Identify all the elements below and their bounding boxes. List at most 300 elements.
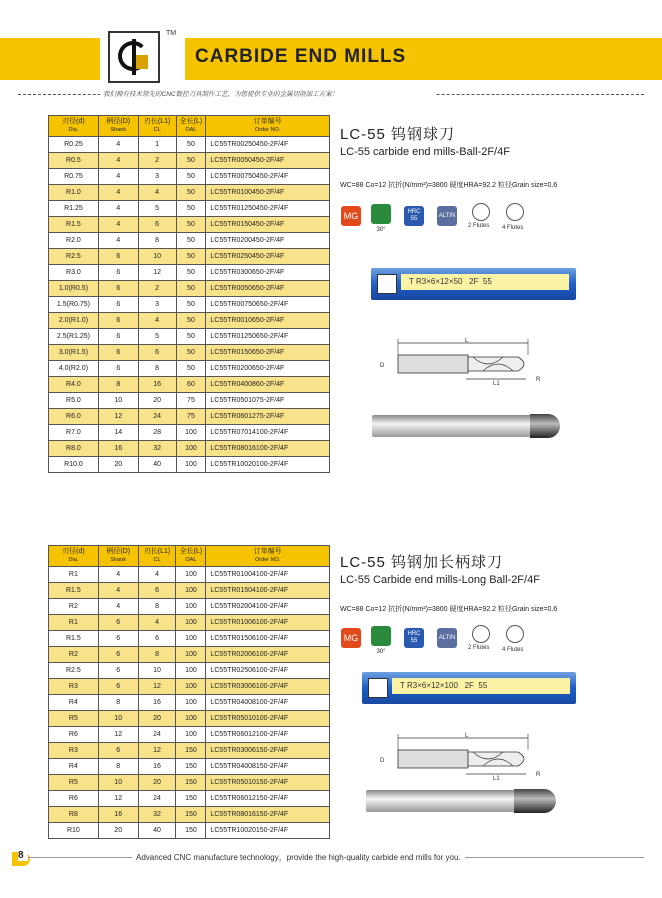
table-cell: 24 [138,791,176,807]
table-cell: R0.5 [49,153,99,169]
table-cell: 4.0(R2.0) [49,361,99,377]
spec-table-ball [48,115,330,473]
table-cell: 24 [138,409,176,425]
table-cell: 6 [98,631,138,647]
column-header [49,116,99,137]
table-row [49,791,330,807]
table-row [49,345,330,361]
column-header-cn: 柄径(D) [106,548,131,555]
column-header [98,546,138,567]
column-header-cn: 全长(L) [179,118,203,125]
footer-tagline: Advanced CNC manufacture technology，provide the high-quality carbide end mills for you. [132,852,465,863]
table-cell: 6 [98,743,138,759]
table-cell: LC55TR08016100-2F/4F [206,441,330,457]
table-cell: 60 [176,377,206,393]
column-header-cn: 刃长(L1) [143,548,171,555]
table-row [49,313,330,329]
table-cell: 2 [138,153,176,169]
table-cell: 10 [98,393,138,409]
table-row [49,329,330,345]
column-header-cn: 订单编号 [253,548,282,555]
table-cell: R8.0 [49,441,99,457]
table-cell: LC55TR00250450-2F/4F [206,137,330,153]
table-cell: 6 [98,345,138,361]
table-cell: 8 [138,599,176,615]
dimension-drawing-ball [378,335,553,385]
table-cell: LC55TR01506100-2F/4F [206,631,330,647]
column-header-en: Shank [110,127,127,133]
company-logo [108,31,160,83]
table-cell: 6 [98,663,138,679]
table-cell: LC55TR03006150-2F/4F [206,743,330,759]
table-cell: R1 [49,615,99,631]
table-cell: 6 [138,217,176,233]
column-header-en: OAL [185,127,197,133]
table-row [49,583,330,599]
table-cell: LC55TR0501075-2F/4F [206,393,330,409]
table-cell: 6 [98,361,138,377]
table-cell: LC55TR08016150-2F/4F [206,807,330,823]
table-cell: 50 [176,153,206,169]
table-row [49,233,330,249]
table-cell: 24 [138,727,176,743]
altin-coating-badge: ALTIN [437,206,457,226]
table-row [49,457,330,473]
hrc-badge-2 [404,628,424,648]
table-cell: 1 [138,137,176,153]
table-cell: LC55TR00750450-2F/4F [206,169,330,185]
column-header-cn: 刃径(d) [62,548,85,555]
table-cell: 150 [176,791,206,807]
section2-title: LC-55 钨钢加长柄球刀 [340,554,504,571]
table-cell: 50 [176,217,206,233]
column-header [176,116,206,137]
table-cell: R10 [49,823,99,839]
column-header [138,116,176,137]
table-cell: 100 [176,567,206,583]
table-cell: LC55TR06012150-2F/4F [206,791,330,807]
two-flute-icon-2 [472,625,490,643]
helix-angle-icon-2 [371,626,391,655]
dim-label-D-2: D [380,758,385,764]
table-cell: 100 [176,425,206,441]
tool-long-ball-head [514,789,556,813]
hrc-label: HRC [407,209,421,215]
table-cell: 50 [176,201,206,217]
table-cell: LC55TR01250450-2F/4F [206,201,330,217]
table-cell: 50 [176,137,206,153]
table-cell: 12 [138,679,176,695]
table-cell: 100 [176,711,206,727]
table-cell: LC55TR0150650-2F/4F [206,345,330,361]
table-cell: R0.25 [49,137,99,153]
table-cell: R6 [49,791,99,807]
table-cell: R10.0 [49,457,99,473]
four-flute-label: 4 Flutes [502,225,524,231]
column-header [206,546,330,567]
table-cell: LC55TR0601275-2F/4F [206,409,330,425]
table-row [49,599,330,615]
trademark-mark: TM [166,30,177,37]
package-label-text-2: T R3×6×12×100 [400,681,458,690]
table-row [49,441,330,457]
page-title: CARBIDE END MILLS [195,46,407,67]
two-flute-icon [472,203,490,221]
dim-label-L1-2: L1 [493,776,500,780]
table-cell: 16 [98,807,138,823]
table-cell: 4 [98,567,138,583]
table-cell: 100 [176,727,206,743]
helix-angle-label-2: 30° [376,649,386,655]
section1-subtitle: LC-55 carbide end mills-Ball-2F/4F [340,146,510,158]
table-row [49,153,330,169]
table-row [49,727,330,743]
table-cell: R7.0 [49,425,99,441]
table-cell: LC55TR02004100-2F/4F [206,599,330,615]
two-flute-label: 2 Flutes [468,223,490,229]
table-row [49,695,330,711]
table-cell: 2.0(R1.0) [49,313,99,329]
table-cell: 4 [98,137,138,153]
column-header-cn: 全长(L) [179,548,203,555]
table-cell: LC55TR0050650-2F/4F [206,281,330,297]
table-cell: LC55TR02506100-2F/4F [206,663,330,679]
table-cell: 4 [98,153,138,169]
table-row [49,217,330,233]
table-cell: 20 [138,711,176,727]
column-header [49,546,99,567]
package-logo-icon-2 [368,678,388,698]
table-cell: 100 [176,441,206,457]
package-tag-2: 2F [464,681,474,690]
table-row [49,743,330,759]
table-row [49,185,330,201]
table-cell: R1.25 [49,201,99,217]
column-header-en: Dia. [68,127,79,133]
table-cell: 16 [98,441,138,457]
dim-label-R: R [536,377,541,383]
table-row [49,169,330,185]
table-cell: 40 [138,823,176,839]
column-header [138,546,176,567]
table-cell: 4 [98,169,138,185]
column-header [206,116,330,137]
page-number: 8 [18,850,28,861]
table-cell: 4 [138,567,176,583]
table-cell: LC55TR0200450-2F/4F [206,233,330,249]
table-cell: 100 [176,679,206,695]
table-cell: 8 [98,759,138,775]
table-cell: R5.0 [49,393,99,409]
table-cell: 100 [176,599,206,615]
table-cell: 8 [138,233,176,249]
hrc-value-2: 55 [410,638,418,644]
table-cell: R5 [49,775,99,791]
table-cell: 4 [98,185,138,201]
mg-badge-2: MG [341,628,361,648]
dimension-drawing-long-ball [378,730,553,780]
table-cell: 50 [176,249,206,265]
package-logo-icon [377,274,397,294]
four-flute-icon-2 [506,625,524,643]
table-cell: 100 [176,647,206,663]
table-cell: R6 [49,727,99,743]
table-cell: 2.5(R1.25) [49,329,99,345]
table-cell: R1.5 [49,631,99,647]
column-header-en: CL [153,557,161,563]
two-flute-label-2: 2 Flutes [468,645,490,651]
table-row [49,775,330,791]
table-row [49,137,330,153]
table-cell: 8 [138,361,176,377]
table-cell: 8 [138,647,176,663]
table-cell: LC55TR07014100-2F/4F [206,425,330,441]
table-row [49,377,330,393]
header-slogan: 我们拥有技术领先的CNC数控刀具制作工艺，为您提供专业的金属切削加工方案！ [100,89,436,98]
table-cell: 4 [98,201,138,217]
table-cell: 3.0(R1.5) [49,345,99,361]
table-cell: 50 [176,233,206,249]
table-cell: 4 [98,233,138,249]
table-cell: 6 [98,297,138,313]
table-cell: 150 [176,743,206,759]
table-cell: LC55TR04008100-2F/4F [206,695,330,711]
section1-title: LC-55 钨钢球刀 [340,126,456,143]
table-cell: 150 [176,775,206,791]
table-cell: LC55TR0010650-2F/4F [206,313,330,329]
package-tube-ball [371,268,576,300]
spec-table-long-ball [48,545,330,839]
table-cell: LC55TR01250650-2F/4F [206,329,330,345]
table-cell: 32 [138,807,176,823]
column-header-en: Order NO. [255,127,281,133]
table-cell: 4 [98,583,138,599]
column-header-en: OAL [185,557,197,563]
table-cell: LC55TR02006100-2F/4F [206,647,330,663]
table-cell: 10 [98,775,138,791]
table-cell: LC55TR0200650-2F/4F [206,361,330,377]
table-cell: LC55TR0150450-2F/4F [206,217,330,233]
table-cell: R1.0 [49,185,99,201]
table-cell: 12 [138,265,176,281]
table-cell: R2 [49,599,99,615]
table-row [49,265,330,281]
column-header-en: Dia. [68,557,79,563]
table-cell: 12 [138,743,176,759]
package-label-2 [392,678,570,694]
table-cell: LC55TR03006100-2F/4F [206,679,330,695]
table-cell: 10 [98,711,138,727]
table-cell: 2 [138,281,176,297]
table-cell: 50 [176,345,206,361]
table-cell: 6 [138,345,176,361]
table-cell: 6 [98,281,138,297]
table-row [49,615,330,631]
section2-subtitle: LC-55 Carbide end mills-Long Ball-2F/4F [340,574,540,586]
table-row [49,679,330,695]
table-cell: R1.5 [49,583,99,599]
table-row [49,663,330,679]
table-cell: 100 [176,631,206,647]
dim-label-L1: L1 [493,381,500,385]
table-cell: 100 [176,615,206,631]
table-cell: R3 [49,743,99,759]
table-cell: 150 [176,759,206,775]
helix-angle-label: 30° [376,227,386,233]
column-header-en: CL [153,127,161,133]
table-cell: 1.0(R0.5) [49,281,99,297]
altin-coating-badge-2: ALTIN [437,628,457,648]
table-cell: LC55TR01504100-2F/4F [206,583,330,599]
table-cell: 4 [138,615,176,631]
table-cell: 16 [138,759,176,775]
table-cell: 6 [98,679,138,695]
table-cell: 6 [98,313,138,329]
table-row [49,297,330,313]
column-header [176,546,206,567]
table-cell: R4.0 [49,377,99,393]
hrc-value: 55 [410,216,418,222]
table-cell: 150 [176,807,206,823]
table-cell: 50 [176,185,206,201]
table-cell: LC55TR0250450-2F/4F [206,249,330,265]
table-cell: LC55TR05010150-2F/4F [206,775,330,791]
table-cell: LC55TR0050450-2F/4F [206,153,330,169]
table-row [49,409,330,425]
table-cell: 20 [98,457,138,473]
table-cell: 50 [176,281,206,297]
table-cell: R2 [49,647,99,663]
table-cell: LC55TR0100450-2F/4F [206,185,330,201]
table-cell: 75 [176,409,206,425]
table-cell: LC55TR0300650-2F/4F [206,265,330,281]
dim-label-D: D [380,363,385,369]
table-cell: LC55TR00750650-2F/4F [206,297,330,313]
package-tube-long-ball [362,672,576,704]
table-cell: 75 [176,393,206,409]
table-cell: R2.5 [49,663,99,679]
column-header-cn: 刃长(L1) [143,118,171,125]
table-cell: 4 [138,313,176,329]
table-cell: 12 [98,791,138,807]
table-cell: 10 [138,249,176,265]
table-row [49,631,330,647]
table-cell: LC55TR05010100-2F/4F [206,711,330,727]
table-row [49,281,330,297]
hrc-label-2: HRC [407,631,421,637]
table-cell: 50 [176,265,206,281]
tool-shank-long-ball [366,790,516,812]
dim-label-R-2: R [536,772,541,778]
dim-label-L: L [465,338,469,344]
table-cell: 3 [138,297,176,313]
helix-angle-icon [371,204,391,233]
table-cell: R5 [49,711,99,727]
table-cell: 16 [138,695,176,711]
table-cell: 20 [98,823,138,839]
column-header [98,116,138,137]
table-cell: R3.0 [49,265,99,281]
four-flute-icon [506,203,524,221]
table-cell: R2.0 [49,233,99,249]
table-cell: 16 [138,377,176,393]
table-cell: 1.5(R0.75) [49,297,99,313]
table-cell: 100 [176,663,206,679]
table-cell: 4 [98,217,138,233]
table-cell: 150 [176,823,206,839]
table-cell: LC55TR10020150-2F/4F [206,823,330,839]
table-cell: R8 [49,807,99,823]
table-cell: 5 [138,329,176,345]
table-cell: 10 [138,663,176,679]
table-cell: LC55TR0400860-2F/4F [206,377,330,393]
table-cell: 12 [98,727,138,743]
section1-params: WC=88 Co=12 抗折(N/mm²)=3800 硬度HRA=92.2 粒径Grain size=0.6 [340,182,558,189]
table-row [49,567,330,583]
table-cell: 32 [138,441,176,457]
table-cell: 100 [176,695,206,711]
table-cell: LC55TR01006100-2F/4F [206,615,330,631]
table-row [49,711,330,727]
table-row [49,759,330,775]
table-cell: 12 [98,409,138,425]
table-cell: 50 [176,329,206,345]
column-header-en: Order NO. [254,557,281,563]
table-cell: 20 [138,775,176,791]
table-cell: 14 [98,425,138,441]
table-cell: 50 [176,169,206,185]
mg-badge: MG [341,206,361,226]
table-cell: 6 [138,631,176,647]
tool-ball-head [530,414,560,438]
column-header-cn: 订单编号 [253,118,282,125]
table-cell: 5 [138,201,176,217]
table-cell: R1.5 [49,217,99,233]
table-row [49,201,330,217]
table-row [49,249,330,265]
table-cell: 6 [138,583,176,599]
tool-shank-ball [372,415,532,437]
dim-label-L-2: L [465,733,469,739]
package-tag: 2F [469,277,479,286]
table-cell: 8 [98,695,138,711]
hrc-badge [404,206,424,226]
table-cell: R4 [49,759,99,775]
table-row [49,647,330,663]
table-row [49,807,330,823]
table-cell: R4 [49,695,99,711]
table-cell: R1 [49,567,99,583]
table-cell: 28 [138,425,176,441]
table-cell: R2.5 [49,249,99,265]
table-cell: 6 [98,329,138,345]
table-row [49,823,330,839]
table-cell: 50 [176,297,206,313]
table-cell: 100 [176,457,206,473]
table-cell: 8 [98,377,138,393]
package-tag2: 55 [482,277,492,286]
table-row [49,425,330,441]
column-header-cn: 柄径(D) [106,118,131,125]
table-cell: 6 [98,249,138,265]
table-cell: 100 [176,583,206,599]
table-cell: R3 [49,679,99,695]
table-cell: R6.0 [49,409,99,425]
table-cell: LC55TR06012100-2F/4F [206,727,330,743]
table-cell: 40 [138,457,176,473]
table-cell: 6 [98,647,138,663]
section2-params: WC=88 Co=12 抗折(N/mm²)=3800 硬度HRA=92.2 粒径Grain size=0.6 [340,606,558,613]
